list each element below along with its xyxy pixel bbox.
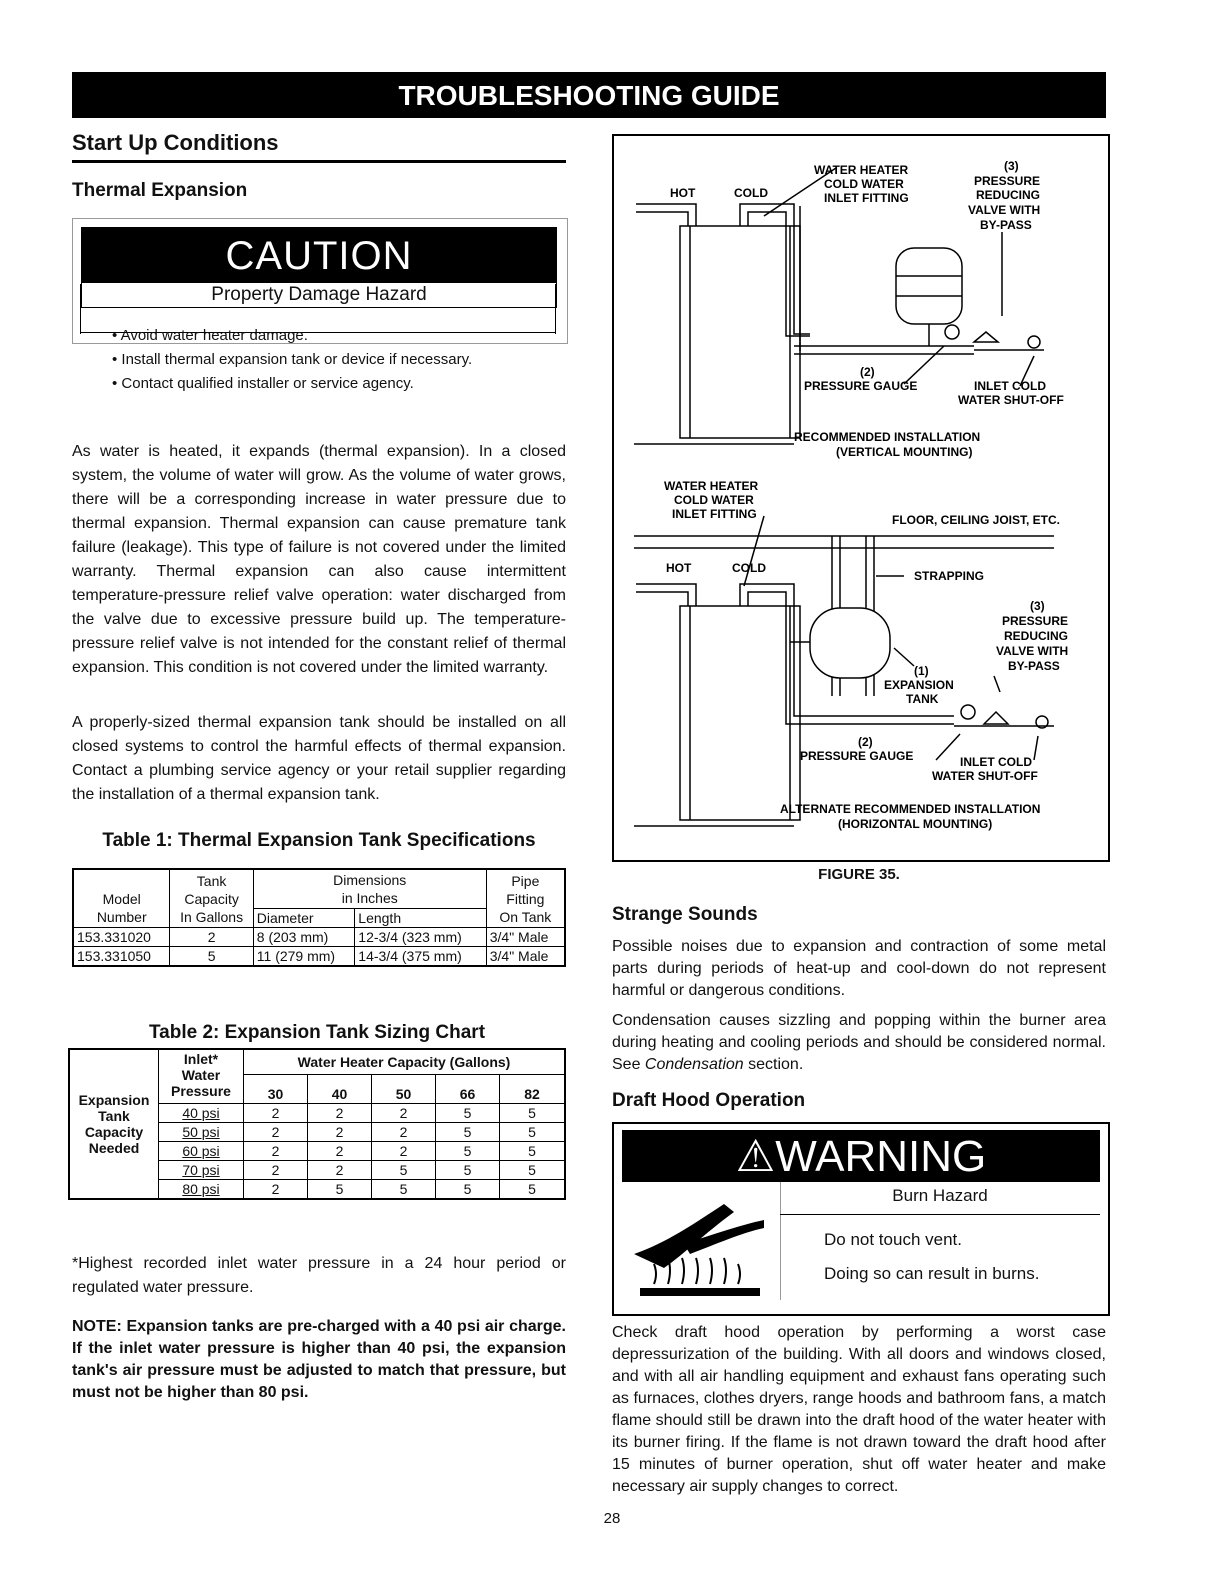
cell: 2	[244, 1104, 308, 1123]
cell: 3/4" Male	[486, 947, 565, 967]
section-heading: Start Up Conditions	[72, 130, 279, 155]
cell: 2	[372, 1104, 436, 1123]
cell: 5	[436, 1142, 500, 1161]
cell: 5	[500, 1142, 566, 1161]
cell: 5	[500, 1180, 566, 1200]
svg-text:WATER SHUT-OFF: WATER SHUT-OFF	[958, 393, 1064, 407]
svg-text:COLD: COLD	[732, 561, 766, 575]
table2-footnote: *Highest recorded inlet water pressure in a 24 hour period or regulated water pressure.	[72, 1255, 566, 1296]
label-hot: HOT	[670, 186, 696, 200]
cell: 153.331050	[73, 947, 170, 967]
warning-box	[612, 1122, 1110, 1316]
thermal-paragraph-2: A properly-sized thermal expansion tank should be installed on all closed systems to control the harmful effects of thermal expansion. Contact a plumbing service agency or your retail supplier regarding the installation of a thermal expansion tank.	[72, 714, 566, 803]
cell: 2	[372, 1142, 436, 1161]
caution-subtitle: Property Damage Hazard	[81, 283, 557, 308]
cell: 8 (203 mm)	[253, 928, 355, 947]
psi-cell: 40 psi	[159, 1104, 244, 1123]
cell: 3/4" Male	[486, 928, 565, 947]
cell: 5	[372, 1161, 436, 1180]
cell: 2	[308, 1161, 372, 1180]
cell: 5	[436, 1161, 500, 1180]
warning-line: Doing so can result in burns.	[824, 1264, 1040, 1283]
burn-hazard-label: Burn Hazard	[892, 1186, 988, 1205]
psi-cell: 80 psi	[159, 1180, 244, 1200]
strange-sounds-heading: Strange Sounds	[612, 904, 758, 925]
cell: 14-3/4 (375 mm)	[355, 947, 486, 967]
cell: 5	[500, 1104, 566, 1123]
svg-text:VALVE WITH: VALVE WITH	[996, 644, 1069, 658]
installation-diagram	[614, 136, 1108, 860]
cell: 2	[244, 1161, 308, 1180]
table2-caption: Table 2: Expansion Tank Sizing Chart	[148, 1022, 486, 1043]
psi-cell: 70 psi	[159, 1161, 244, 1180]
col-length: Length	[355, 909, 486, 928]
svg-text:PRESSURE GAUGE: PRESSURE GAUGE	[800, 749, 914, 763]
cell: 2	[170, 928, 253, 947]
svg-text:EXPANSION: EXPANSION	[884, 678, 954, 692]
note-paragraph: NOTE: Expansion tanks are pre-charged with a 40 psi air charge. If the inlet water pressure is higher than 40 psi, the expansion tank's air pressure must be adjusted to match that pressure, but must not be higher than 80 psi.	[72, 1318, 566, 1401]
svg-text:BY-PASS: BY-PASS	[980, 218, 1032, 232]
cell: 5	[170, 947, 253, 967]
svg-text:TANK: TANK	[906, 692, 939, 706]
col-diameter: Diameter	[253, 909, 355, 928]
svg-text:STRAPPING: STRAPPING	[914, 569, 985, 583]
cell: 2	[244, 1142, 308, 1161]
svg-text:(VERTICAL MOUNTING): (VERTICAL MOUNTING)	[836, 445, 973, 459]
cell: 153.331020	[73, 928, 170, 947]
cell: 2	[244, 1123, 308, 1142]
svg-text:BY-PASS: BY-PASS	[1008, 659, 1060, 673]
svg-text:FLOOR, CEILING JOIST, ETC.: FLOOR, CEILING JOIST, ETC.	[892, 513, 1061, 527]
table-thermal-expansion-specs	[72, 868, 566, 967]
svg-text:REDUCING: REDUCING	[1004, 629, 1069, 643]
caution-item: • Contact qualified installer or service agency.	[112, 375, 414, 392]
cell: 2	[244, 1180, 308, 1200]
cell: 5	[436, 1123, 500, 1142]
figure-35	[612, 134, 1110, 862]
svg-text:INLET FITTING: INLET FITTING	[672, 507, 757, 521]
caution-item: • Avoid water heater damage.	[112, 327, 308, 344]
cell: 5	[500, 1123, 566, 1142]
svg-text:VALVE WITH: VALVE WITH	[968, 203, 1041, 217]
side-label: Expansion Tank Capacity Needed	[69, 1049, 159, 1199]
cell: 5	[372, 1180, 436, 1200]
svg-text:ALTERNATE RECOMMENDED INSTALLA: ALTERNATE RECOMMENDED INSTALLATION	[780, 802, 1041, 816]
svg-text:(3): (3)	[1030, 599, 1045, 613]
thermal-paragraph-1: As water is heated, it expands (thermal expansion). In a closed system, the volume of water will grow. As the volume of water grows, there will be a corresponding increase in water pressure due to thermal expansion. Thermal expansion can cause premature tank failure (leakage). This type of failure is not covered under the limited warranty. Thermal expansion can also cause intermittent temperature-pressure relief valve operation: water discharged from the valve due to excessive pressure build up. The temperature-pressure relief valve is not intended for the constant relief of thermal expansion. This condition is not covered under the limited warranty.	[72, 443, 566, 676]
svg-text:WATER HEATER: WATER HEATER	[664, 479, 759, 493]
label-cold: COLD	[734, 186, 768, 200]
svg-text:INLET FITTING: INLET FITTING	[824, 191, 909, 205]
strange-paragraph-2: Condensation causes sizzling and popping within the burner area during heating and cooling periods and should be considered normal. See Condensation section.	[612, 1012, 1106, 1073]
table-row	[73, 928, 565, 947]
svg-text:(HORIZONTAL MOUNTING): (HORIZONTAL MOUNTING)	[838, 817, 993, 831]
col-dimensions: Dimensions in Inches	[253, 869, 486, 909]
svg-text:COLD WATER: COLD WATER	[824, 177, 904, 191]
svg-text:(1): (1)	[914, 664, 929, 678]
cell: 11 (279 mm)	[253, 947, 355, 967]
thermal-heading: Thermal Expansion	[72, 180, 248, 201]
page-number: 28	[603, 1510, 621, 1527]
svg-text:(2): (2)	[858, 735, 873, 749]
heading-rule	[72, 160, 566, 163]
col-pipe: Pipe Fitting On Tank	[486, 869, 565, 928]
col-model: Model Number	[73, 869, 170, 928]
gallons-header: 30	[244, 1075, 308, 1104]
svg-text:(2): (2)	[860, 365, 875, 379]
cell: 5	[436, 1180, 500, 1200]
svg-text:INLET COLD: INLET COLD	[974, 379, 1046, 393]
svg-text:HOT: HOT	[666, 561, 692, 575]
label-fitting: WATER HEATER	[814, 163, 909, 177]
warning-title: ⚠WARNING	[622, 1130, 1100, 1182]
svg-text:WATER SHUT-OFF: WATER SHUT-OFF	[932, 769, 1038, 783]
svg-text:PRESSURE: PRESSURE	[974, 174, 1041, 188]
gallons-header: 66	[436, 1075, 500, 1104]
table-expansion-tank-sizing	[68, 1048, 566, 1200]
svg-text:REDUCING: REDUCING	[976, 188, 1041, 202]
capacity-header: Water Heater Capacity (Gallons)	[244, 1049, 566, 1075]
warning-line: Do not touch vent.	[824, 1230, 962, 1249]
svg-text:PRESSURE GAUGE: PRESSURE GAUGE	[804, 379, 918, 393]
draft-hood-heading: Draft Hood Operation	[612, 1090, 806, 1111]
cell: 5	[436, 1104, 500, 1123]
cell: 5	[500, 1161, 566, 1180]
table1-caption: Table 1: Thermal Expansion Tank Specifications	[102, 830, 536, 851]
cell: 2	[308, 1123, 372, 1142]
cell: 12-3/4 (323 mm)	[355, 928, 486, 947]
caution-item: • Install thermal expansion tank or device if necessary.	[112, 351, 473, 368]
svg-text:PRESSURE: PRESSURE	[1002, 614, 1069, 628]
svg-text:COLD WATER: COLD WATER	[674, 493, 754, 507]
caution-title: CAUTION	[81, 227, 557, 283]
gallons-header: 82	[500, 1075, 566, 1104]
col-tank: Tank Capacity In Gallons	[170, 869, 253, 928]
cell: 5	[308, 1180, 372, 1200]
svg-text:RECOMMENDED INSTALLATION: RECOMMENDED INSTALLATION	[794, 430, 981, 444]
svg-text:INLET COLD: INLET COLD	[960, 755, 1032, 769]
figure-caption: FIGURE 35.	[818, 866, 900, 883]
cell: 2	[308, 1104, 372, 1123]
psi-cell: 50 psi	[159, 1123, 244, 1142]
psi-cell: 60 psi	[159, 1142, 244, 1161]
cell: 2	[308, 1142, 372, 1161]
table-row	[73, 947, 565, 967]
strange-paragraph-1: Possible noises due to expansion and contraction of some metal parts during periods of heat-up and cool-down do not represent harmful or dangerous conditions.	[612, 938, 1106, 999]
burn-hand-icon	[624, 1184, 774, 1304]
draft-hood-paragraph: Check draft hood operation by performing a worst case depressurization of the building. With all doors and windows closed, and with all air handling equipment and exhaust fans operating such as furnaces, clothes dryers, range hoods and bathroom fans, a match flame should still be drawn into the draft hood of the water heater with its burner firing. If the flame is not drawn toward the draft hood after 15 minutes of burner operation, shut off water heater and make necessary air supply changes to correct.	[612, 1324, 1106, 1495]
svg-text:(3): (3)	[1004, 159, 1019, 173]
gallons-header: 50	[372, 1075, 436, 1104]
gallons-header: 40	[308, 1075, 372, 1104]
inlet-header: Inlet* Water Pressure	[159, 1049, 244, 1104]
cell: 2	[372, 1123, 436, 1142]
section-banner: TROUBLESHOOTING GUIDE	[72, 72, 1106, 118]
